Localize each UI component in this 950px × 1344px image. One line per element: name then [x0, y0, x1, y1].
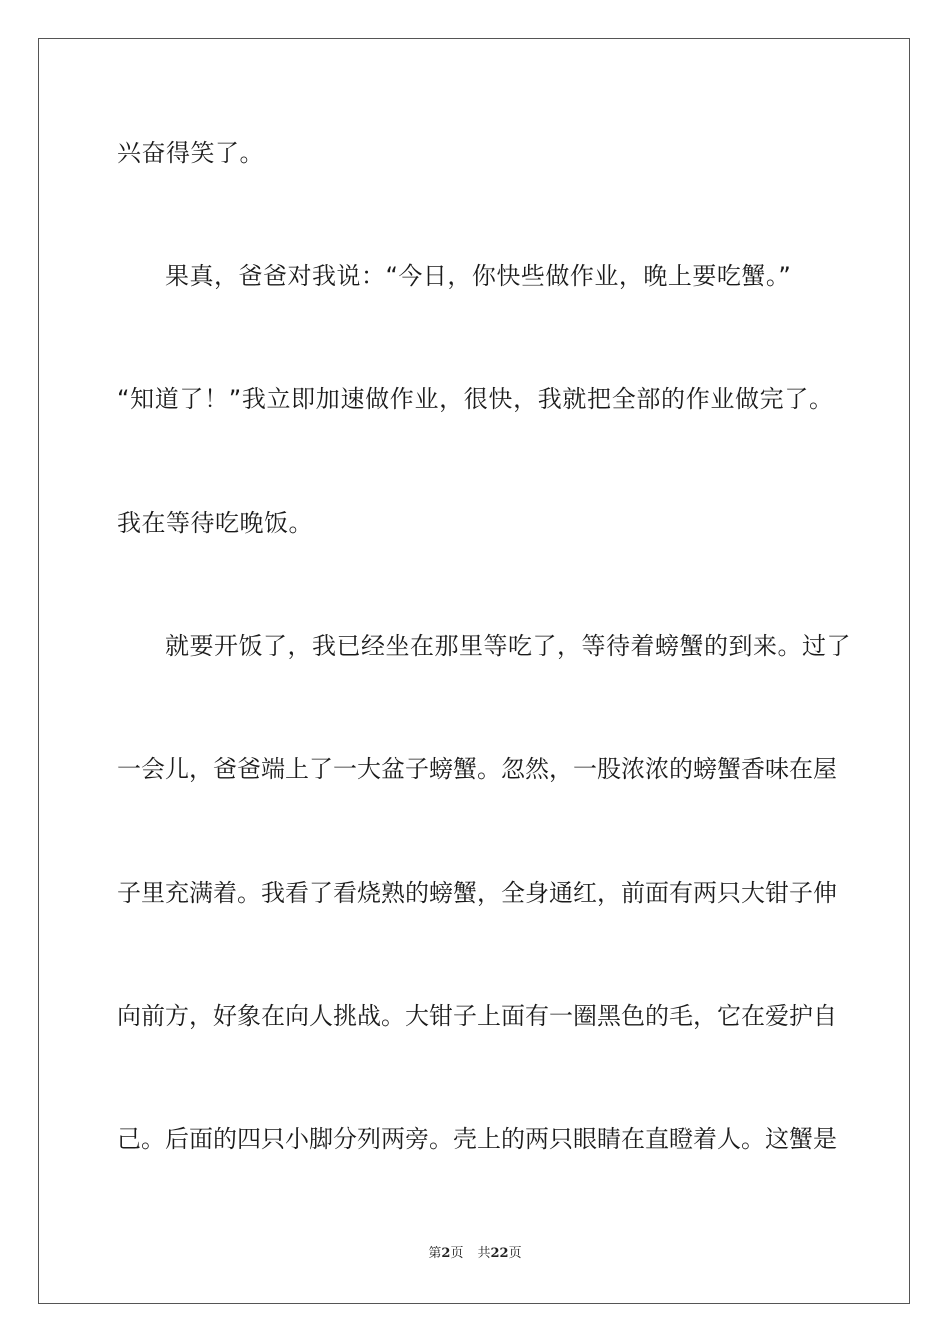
text-line-8: 向前方，好象在向人挑战。大钳子上面有一圈黑色的毛，它在爱护自 — [117, 1002, 837, 1030]
text-line-3: “知道了！”我立即加速做作业，很快，我就把全部的作业做完了。 — [117, 385, 833, 413]
text-line-1: 兴奋得笑了。 — [117, 139, 264, 167]
page-suffix: 页 — [450, 1246, 464, 1261]
page-number: 2 — [441, 1246, 451, 1261]
text-line-2: 果真，爸爸对我说：“今日，你快些做作业，晚上要吃蟹。” — [165, 262, 792, 290]
total-pages: 22 — [490, 1246, 509, 1261]
page-prefix: 第 — [428, 1246, 442, 1261]
text-line-4: 我在等待吃晚饭。 — [117, 509, 313, 537]
total-prefix: 共 — [477, 1246, 491, 1261]
page-footer — [0, 1246, 950, 1262]
total-suffix: 页 — [508, 1246, 522, 1261]
page-border — [38, 38, 910, 1304]
text-line-9: 己。后面的四只小脚分列两旁。壳上的两只眼睛在直瞪着人。这蟹是 — [117, 1125, 837, 1153]
text-line-6: 一会儿，爸爸端上了一大盆子螃蟹。忽然，一股浓浓的螃蟹香味在屋 — [117, 755, 837, 783]
text-line-7: 子里充满着。我看了看烧熟的螃蟹，全身通红，前面有两只大钳子伸 — [117, 879, 837, 907]
text-line-5: 就要开饭了，我已经坐在那里等吃了，等待着螃蟹的到来。过了 — [165, 632, 851, 660]
